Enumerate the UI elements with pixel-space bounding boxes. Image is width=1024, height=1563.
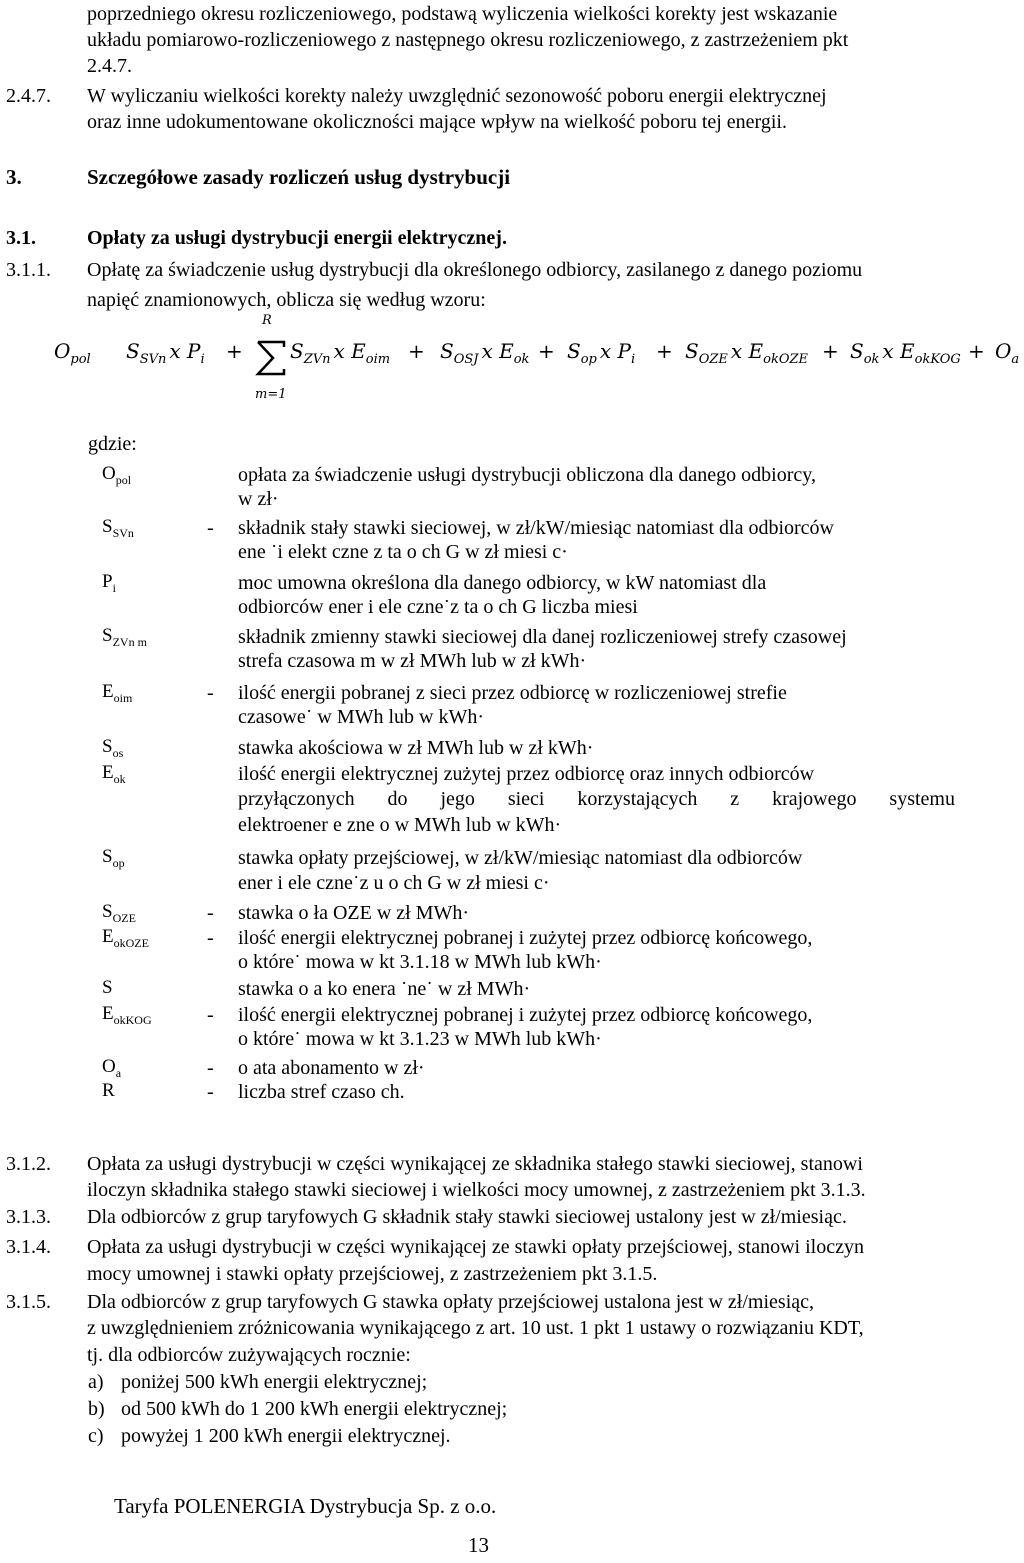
definition-text: stawka opłaty przejściowej, w zł/kW/miesiąc natomiast dla odbiorców [238, 847, 803, 869]
formula-term-oa: $O_a$ [995, 339, 1020, 367]
definition-text: stawka o a ko enera ˙ne˙ w zł MWh· [238, 978, 531, 1000]
definition-dash: - [207, 1057, 214, 1079]
definition-symbol: $E_{okKOG}$ [102, 1003, 152, 1027]
definition-text-justified [238, 786, 955, 812]
word: korzystających [577, 788, 698, 810]
word: z [730, 788, 740, 810]
paragraph-number: 3.1.3. [6, 1206, 51, 1228]
definition-symbol: $E_{okOZE}$ [102, 926, 149, 950]
section-number: 3.1. [6, 227, 36, 249]
formula-plus: + [226, 339, 243, 363]
sum-lower-limit: m=1 [255, 387, 287, 402]
definition-text: czasowe˙ w MWh lub w kWh· [238, 706, 485, 728]
definition-symbol: $S_{op}$ [102, 846, 125, 870]
definition-text: odbiorców ener i ele czne˙z ta o ch G liczba miesi [238, 596, 638, 618]
definition-text: o które˙ mowa w kt 3.1.23 w MWh lub kWh· [238, 1028, 602, 1050]
sum-upper-limit: R [262, 313, 272, 328]
footer-company: Taryfa POLENERGIA Dystrybucja Sp. z o.o. [114, 1494, 497, 1518]
formula-plus: + [408, 339, 425, 363]
definition-symbol: $S_{OZE}$ [102, 901, 136, 925]
definition-dash: - [207, 1004, 214, 1026]
list-item-text: powyżej 1 200 kWh energii elektrycznej. [121, 1425, 451, 1447]
formula-plus: + [968, 339, 985, 363]
definition-text: elektroener e zne o w MWh lub w kWh· [238, 814, 562, 836]
formula-term-sosj: $S_{OSJ}$ x $E_{ok}$ [440, 339, 530, 367]
section-title: Opłaty za usługi dystrybucji energii elektrycznej. [87, 227, 507, 249]
definition-text: moc umowna określona dla danego odbiorcy, w kW natomiast dla [238, 572, 767, 594]
definition-text: w zł· [238, 488, 279, 510]
word: systemu [889, 788, 955, 810]
definition-text: stawka o ła OZE w zł MWh· [238, 902, 470, 924]
formula-term-ssvn: $S_{SVn}$ x $P_i$ [126, 339, 205, 367]
where-label: gdzie: [88, 433, 137, 455]
paragraph-number: 3.1.5. [6, 1291, 51, 1313]
definition-text: ilość energii pobranej z sieci przez odbiorcę w rozliczeniowej strefie [238, 682, 787, 704]
word: przyłączonych [238, 788, 355, 810]
definition-dash: - [207, 1081, 214, 1103]
paragraph-line: Dla odbiorców z grup taryfowych G stawka opłaty przejściowej ustalona jest w zł/miesiąc, [87, 1291, 815, 1313]
paragraph-line: W wyliczaniu wielkości korekty należy uwzględnić sezonowość poboru energii elektrycznej [87, 85, 827, 107]
formula-term-szvn: $S_{ZVn}$ x $E_{oim}$ [290, 339, 391, 367]
list-item-text: od 500 kWh do 1 200 kWh energii elektrycznej; [121, 1398, 508, 1420]
definition-symbol: $O_a$ [102, 1056, 122, 1080]
page-number: 13 [468, 1533, 489, 1557]
definition-text: ilość energii elektrycznej pobranej i zużytej przez odbiorcę końcowego, [238, 927, 813, 949]
definition-symbol: $P_i$ [102, 571, 116, 595]
word: sieci [507, 788, 545, 810]
intro-line: 2.4.7. [87, 55, 132, 77]
paragraph-line: Opłata za usługi dystrybucji w części wynikającej ze składnika stałego stawki sieciowej, stanowi [87, 1153, 863, 1175]
paragraph-line: mocy umownej i stawki opłaty przejściowej, z zastrzeżeniem pkt 3.1.5. [87, 1263, 658, 1285]
list-item-text: poniżej 500 kWh energii elektrycznej; [121, 1371, 428, 1393]
paragraph-number: 2.4.7. [6, 85, 51, 107]
distribution-fee-formula [0, 300, 1024, 410]
definition-text: o ata abonamento w zł· [238, 1057, 425, 1079]
definition-text: liczba stref czaso ch. [238, 1081, 405, 1103]
definition-text: ener i ele czne˙z u o ch G w zł miesi c· [238, 872, 550, 894]
paragraph-line: iloczyn składnika stałego stawki sieciowej i wielkości mocy umownej, z zastrzeżeniem pkt 3.1.3. [87, 1179, 866, 1201]
definition-text: ilość energii elektrycznej zużytej przez odbiorcę oraz innych odbiorców [238, 763, 815, 785]
paragraph-line: tj. dla odbiorców zużywających rocznie: [87, 1344, 411, 1366]
paragraph-line: Opłatę za świadczenie usług dystrybucji dla określonego odbiorcy, zasilanego z danego poziomu [87, 259, 863, 281]
definition-symbol: $S_{os}$ [102, 736, 124, 760]
word: jego [440, 788, 475, 810]
definition-symbol: $S_{SVn}$ [102, 516, 134, 540]
paragraph-line: oraz inne udokumentowane okoliczności mające wpływ na wielkość poboru tej energii. [87, 111, 787, 133]
definition-symbol: $E_{ok}$ [102, 762, 126, 786]
definition-dash: - [207, 902, 214, 924]
definition-symbol: $E_{oim}$ [102, 681, 133, 705]
section-title: Szczegółowe zasady rozliczeń usług dystrybucji [87, 165, 511, 189]
paragraph-number: 3.1.1. [6, 259, 51, 281]
word: do [387, 788, 408, 810]
formula-plus: + [656, 339, 673, 363]
paragraph-number: 3.1.2. [6, 1153, 51, 1175]
formula-plus: + [538, 339, 555, 363]
definition-dash: - [207, 517, 214, 539]
definition-symbol: $O_{pol}$ [102, 463, 132, 487]
section-number: 3. [6, 165, 22, 189]
definition-text: składnik zmienny stawki sieciowej dla danej rozliczeniowej strefy czasowej [238, 626, 847, 648]
definition-symbol: S [102, 977, 113, 998]
definition-text: stawka akościowa w zł MWh lub w zł kWh· [238, 737, 594, 759]
intro-line: układu pomiarowo-rozliczeniowego z następnego okresu rozliczeniowego, z zastrzeżeniem pkt [87, 29, 849, 51]
definition-text: składnik stały stawki sieciowej, w zł/kW/miesiąc natomiast dla odbiorców [238, 517, 834, 539]
paragraph-line: napięć znamionowych, oblicza się według wzoru: [87, 289, 486, 311]
definition-text: opłata za świadczenie usługi dystrybucji obliczona dla danego odbiorcy, [238, 464, 816, 486]
definition-dash: - [207, 682, 214, 704]
definition-symbol: R [102, 1080, 115, 1101]
paragraph-line: Dla odbiorców z grup taryfowych G składnik stały stawki sieciowej ustalony jest w zł/miesiąc. [87, 1206, 847, 1228]
list-item-label: c) [88, 1425, 104, 1447]
paragraph-number: 3.1.4. [6, 1236, 51, 1258]
paragraph-line: z uwzględnieniem zróżnicowania wynikającego z art. 10 ust. 1 pkt 1 ustawy o rozwiązaniu KDT, [87, 1317, 864, 1339]
formula-plus: + [822, 339, 839, 363]
list-item-label: a) [88, 1371, 104, 1393]
intro-line: poprzedniego okresu rozliczeniowego, podstawą wyliczenia wielkości korekty jest wskazanie [87, 3, 838, 25]
formula-term-soze: $S_{OZE}$ x $E_{okOZE}$ [685, 339, 809, 367]
definition-symbol: $S_{ZVn m}$ [102, 625, 147, 649]
formula-term-sok: $S_{ok}$ x $E_{okKOG}$ [850, 339, 961, 367]
formula-term-sop: $S_{op}$ x $P_i$ [567, 339, 636, 367]
definition-text: ilość energii elektrycznej pobranej i zużytej przez odbiorcę końcowego, [238, 1004, 813, 1026]
list-item-label: b) [88, 1398, 105, 1420]
definition-text: ene ˙i elekt czne z ta o ch G w zł miesi c· [238, 541, 568, 563]
word: krajowego [772, 788, 857, 810]
definition-text: o które˙ mowa w kt 3.1.18 w MWh lub kWh· [238, 951, 602, 973]
definition-text: strefa czasowa m w zł MWh lub w zł kWh· [238, 650, 587, 672]
sigma-symbol [258, 342, 284, 374]
formula-lhs: $O_{pol}$ [54, 339, 91, 367]
paragraph-line: Opłata za usługi dystrybucji w części wynikającej ze stawki opłaty przejściowej, stanowi iloczyn [87, 1236, 864, 1258]
definition-dash: - [207, 927, 214, 949]
